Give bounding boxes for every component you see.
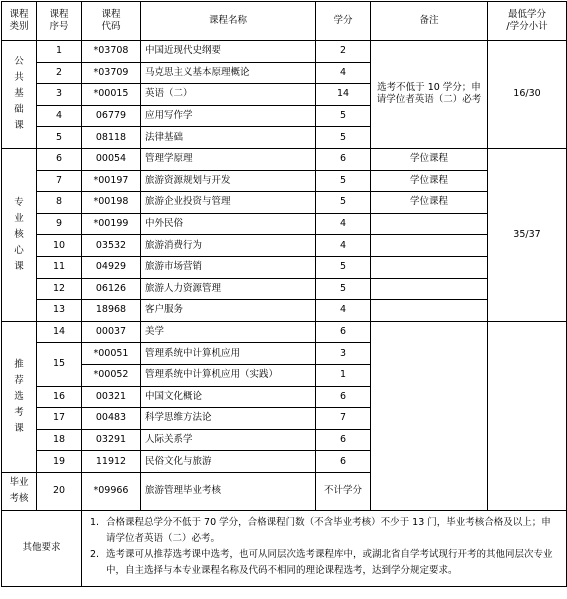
- code-cell: 00037: [82, 321, 141, 343]
- name-cell: 旅游资源规划与开发: [141, 170, 316, 192]
- table-row: [2, 170, 567, 192]
- name-cell: 科学思维方法论: [141, 408, 316, 430]
- credit-cell: 6: [316, 386, 371, 408]
- other-requirements-row: [2, 510, 567, 586]
- credit-cell: 6: [316, 321, 371, 343]
- credit-cell: 3: [316, 343, 371, 365]
- code-cell: *00198: [82, 192, 141, 214]
- seq-cell: 18: [37, 429, 82, 451]
- seq-cell: 11: [37, 256, 82, 278]
- name-cell: 应用写作学: [141, 105, 316, 127]
- table-row: [2, 300, 567, 322]
- category-recommended: 推 荐 选 考 课: [2, 321, 37, 472]
- code-cell: *09966: [82, 472, 141, 510]
- credit-cell: 1: [316, 364, 371, 386]
- seq-cell: 14: [37, 321, 82, 343]
- remark-recommended: [371, 321, 488, 510]
- credit-cell: 5: [316, 105, 371, 127]
- requirement-number: 1.: [90, 516, 100, 528]
- credit-cell: 5: [316, 278, 371, 300]
- credit-cell: 5: [316, 170, 371, 192]
- code-cell: 00054: [82, 148, 141, 170]
- category-core: 专 业 核 心 课: [2, 148, 37, 321]
- code-cell: *00052: [82, 364, 141, 386]
- name-cell: 中外民俗: [141, 213, 316, 235]
- seq-cell: 17: [37, 408, 82, 430]
- category-graduation: 毕业 考核: [2, 472, 37, 510]
- min-public-basic: 16/30: [488, 41, 567, 149]
- header-min: 最低学分 /学分小计: [488, 2, 567, 41]
- other-requirements-label: 其他要求: [2, 510, 82, 586]
- name-cell: 马克思主义基本原理概论: [141, 62, 316, 84]
- header-code: 课程 代码: [82, 2, 141, 41]
- seq-cell: 9: [37, 213, 82, 235]
- credit-cell: 6: [316, 429, 371, 451]
- table-row: [2, 256, 567, 278]
- code-cell: 06779: [82, 105, 141, 127]
- code-cell: *00199: [82, 213, 141, 235]
- seq-cell: 19: [37, 451, 82, 473]
- requirement-number: 2.: [90, 548, 100, 560]
- code-cell: 03532: [82, 235, 141, 257]
- name-cell: 管理学原理: [141, 148, 316, 170]
- requirement-text: 合格课程总学分不低于 70 学分，合格课程门数（不含毕业考核）不少于 13 门，毕业考核合格及以上；申请学位者英语（二）必考。: [106, 516, 551, 544]
- remark-cell: [371, 278, 488, 300]
- code-cell: 06126: [82, 278, 141, 300]
- other-requirements-content: [82, 510, 567, 586]
- credit-cell: 6: [316, 148, 371, 170]
- code-cell: *00051: [82, 343, 141, 365]
- credit-cell: 4: [316, 62, 371, 84]
- curriculum-table: [1, 1, 567, 587]
- requirement-text: 选考课可从推荐选考课中选考，也可从同层次选考课程库中，或湖北省自学考试现行开考的其他同层次专业中，自主选择与本专业课程名称及代码不相同的理论课程选考，达到学分规定要求。: [106, 548, 553, 576]
- credit-cell: 5: [316, 192, 371, 214]
- name-cell: 管理系统中计算机应用: [141, 343, 316, 365]
- name-cell: 人际关系学: [141, 429, 316, 451]
- code-cell: 08118: [82, 127, 141, 149]
- header-credit: 学分: [316, 2, 371, 41]
- name-cell: 中国文化概论: [141, 386, 316, 408]
- min-recommended: [488, 321, 567, 510]
- name-cell: 民俗文化与旅游: [141, 451, 316, 473]
- seq-cell: 16: [37, 386, 82, 408]
- name-cell: 中国近现代史纲要: [141, 41, 316, 63]
- credit-cell: 4: [316, 213, 371, 235]
- name-cell: 英语（二）: [141, 84, 316, 106]
- table-row: [2, 192, 567, 214]
- code-cell: 03291: [82, 429, 141, 451]
- credit-cell: 4: [316, 300, 371, 322]
- header-row: [2, 2, 567, 41]
- header-name: 课程名称: [141, 2, 316, 41]
- table-row: [2, 213, 567, 235]
- code-cell: *00015: [82, 84, 141, 106]
- name-cell: 美学: [141, 321, 316, 343]
- credit-cell: 5: [316, 127, 371, 149]
- name-cell: 旅游市场营销: [141, 256, 316, 278]
- seq-cell: 10: [37, 235, 82, 257]
- seq-cell: 3: [37, 84, 82, 106]
- table-row: [2, 41, 567, 63]
- credit-cell: 6: [316, 451, 371, 473]
- remark-cell: 学位课程: [371, 148, 488, 170]
- min-core: 35/37: [488, 148, 567, 321]
- seq-cell: 5: [37, 127, 82, 149]
- name-cell: 管理系统中计算机应用（实践）: [141, 364, 316, 386]
- credit-cell: 不计学分: [316, 472, 371, 510]
- seq-cell: 20: [37, 472, 82, 510]
- table-row: [2, 278, 567, 300]
- remark-cell: 学位课程: [371, 192, 488, 214]
- seq-cell: 6: [37, 148, 82, 170]
- seq-cell: 2: [37, 62, 82, 84]
- code-cell: *03708: [82, 41, 141, 63]
- requirement-item: [90, 515, 560, 547]
- header-remark: 备注: [371, 2, 488, 41]
- code-cell: *03709: [82, 62, 141, 84]
- credit-cell: 7: [316, 408, 371, 430]
- requirement-item: [90, 547, 560, 579]
- code-cell: 18968: [82, 300, 141, 322]
- remark-cell: 学位课程: [371, 170, 488, 192]
- remark-cell: [371, 256, 488, 278]
- code-cell: 11912: [82, 451, 141, 473]
- seq-cell: 4: [37, 105, 82, 127]
- code-cell: *00197: [82, 170, 141, 192]
- name-cell: 客户服务: [141, 300, 316, 322]
- code-cell: 04929: [82, 256, 141, 278]
- credit-cell: 14: [316, 84, 371, 106]
- table-row: [2, 321, 567, 343]
- header-seq: 课程 序号: [37, 2, 82, 41]
- name-cell: 旅游企业投资与管理: [141, 192, 316, 214]
- seq-cell: 8: [37, 192, 82, 214]
- seq-cell: 15: [37, 343, 82, 386]
- seq-cell: 1: [37, 41, 82, 63]
- remark-cell: [371, 300, 488, 322]
- remark-cell: [371, 235, 488, 257]
- code-cell: 00321: [82, 386, 141, 408]
- name-cell: 旅游人力资源管理: [141, 278, 316, 300]
- table-row: [2, 235, 567, 257]
- remark-cell: [371, 213, 488, 235]
- credit-cell: 2: [316, 41, 371, 63]
- credit-cell: 4: [316, 235, 371, 257]
- name-cell: 旅游管理毕业考核: [141, 472, 316, 510]
- seq-cell: 7: [37, 170, 82, 192]
- table-row: [2, 148, 567, 170]
- code-cell: 00483: [82, 408, 141, 430]
- name-cell: 旅游消费行为: [141, 235, 316, 257]
- seq-cell: 12: [37, 278, 82, 300]
- name-cell: 法律基础: [141, 127, 316, 149]
- credit-cell: 5: [316, 256, 371, 278]
- remark-public-basic: 选考不低于 10 学分；申 请学位者英语（二）必考: [371, 41, 488, 149]
- category-public-basic: 公 共 基 础 课: [2, 41, 37, 149]
- seq-cell: 13: [37, 300, 82, 322]
- header-category: 课程 类别: [2, 2, 37, 41]
